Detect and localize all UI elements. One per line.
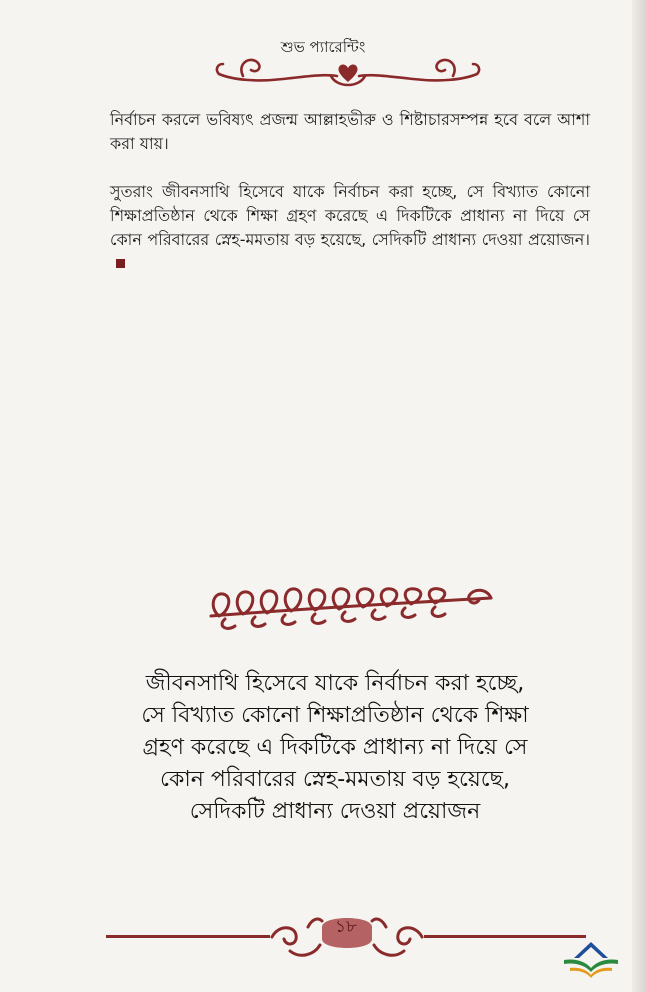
page-edge — [632, 0, 646, 992]
pull-quote — [100, 668, 570, 828]
page-number: ১৮ — [334, 917, 358, 937]
leaf-sprig-icon — [205, 586, 497, 632]
paragraph-1 — [110, 108, 590, 156]
paragraph-2 — [110, 180, 590, 276]
end-square-icon — [116, 259, 125, 268]
footer-rule-left — [106, 935, 270, 938]
header-title: শুভ প্যারেন্টিং — [280, 38, 366, 56]
paragraph-1-text: নির্বাচন করলে ভবিষ্যৎ প্রজন্ম আল্লাহভীরু ও শিষ্টাচারসম্পন্ন হবে বলে আশা করা যায়। — [110, 110, 590, 153]
paragraph-2-text: সুতরাং জীবনসাথি হিসেবে যাকে নির্বাচন করা হচ্ছে, সে বিখ্যাত কোনো শিক্ষাপ্রতিষ্ঠান থেকে শিক্ষা গ্রহণ করেছে এ দিকটিকে প্রাধান্য না দিয়ে সে কোন পরিবারের স্নেহ-মমতায় বড় হয়েছে, সেদিকটি প্রাধান্য দেওয়া প্রয়োজন। — [110, 182, 590, 249]
heart-swirl-divider-icon — [213, 52, 483, 90]
pull-quote-line: সে বিখ্যাত কোনো শিক্ষাপ্রতিষ্ঠান থেকে শিক্ষা — [141, 703, 529, 728]
pull-quote-line: সেদিকটি প্রাধান্য দেওয়া প্রয়োজন — [189, 799, 481, 824]
pull-quote-line: গ্রহণ করেছে এ দিকটিকে প্রাধান্য না দিয়ে সে — [142, 735, 528, 760]
pull-quote-line: কোন পরিবারের স্নেহ-মমতায় বড় হয়েছে, — [160, 767, 510, 792]
publisher-logo-icon — [560, 938, 622, 980]
pull-quote-line: জীবনসাথি হিসেবে যাকে নির্বাচন করা হচ্ছে, — [145, 671, 525, 696]
